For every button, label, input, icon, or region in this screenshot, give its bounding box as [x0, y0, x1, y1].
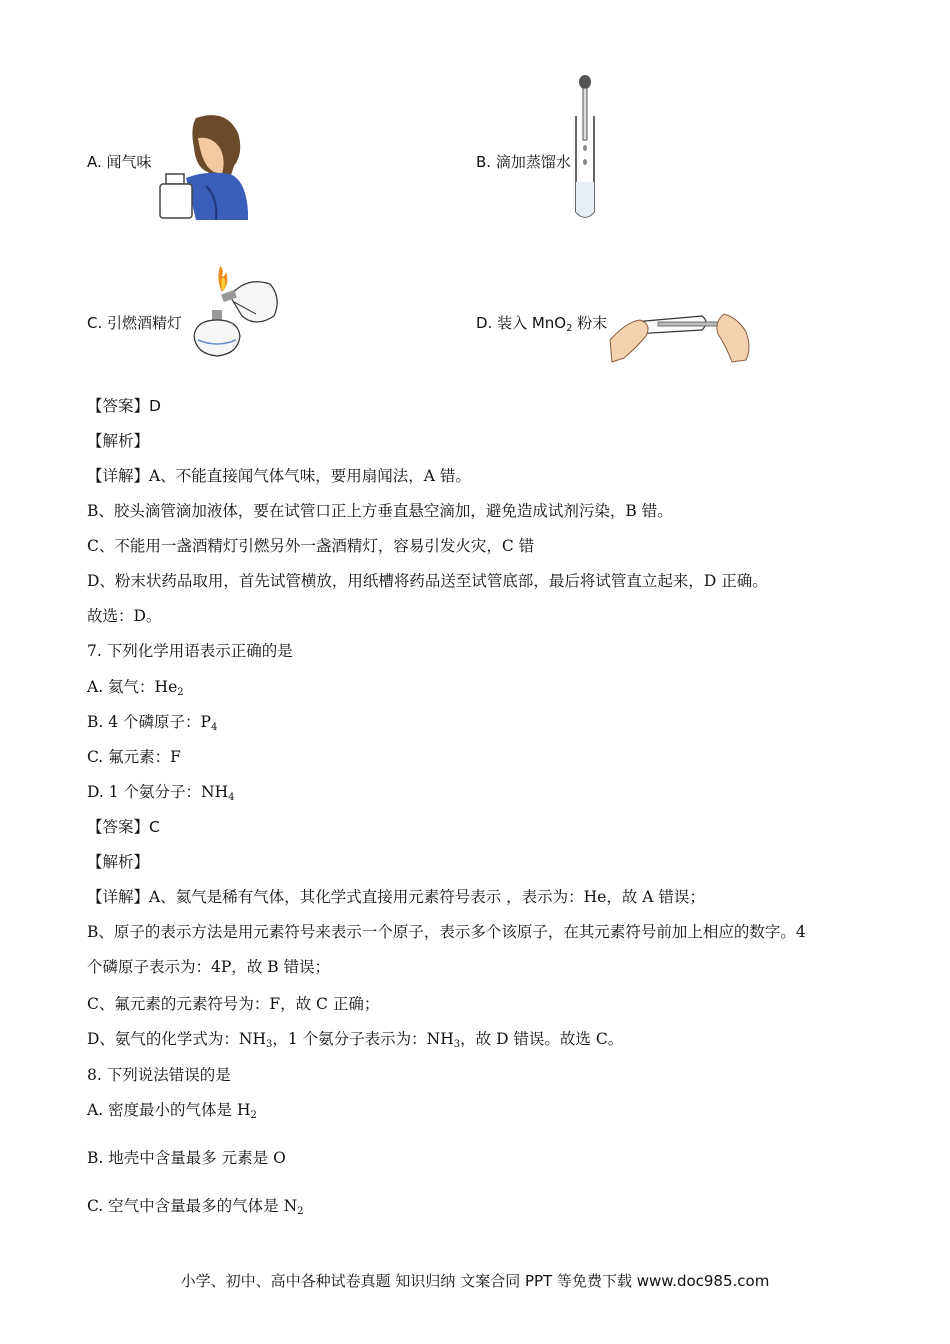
lamp-ignite-illustration	[186, 258, 282, 362]
page-footer: 小学、初中、高中各种试卷真题 知识归纳 文案合同 PPT 等免费下载 www.doc985.com	[180, 1272, 770, 1290]
q6-detail-a: 【详解】A、不能直接闻气体气味，要用扇闻法，A 错。	[87, 467, 471, 485]
q8-question: 8. 下列说法错误的是	[87, 1066, 231, 1084]
option-a-label: A. 闻气味	[87, 153, 152, 171]
q6-detail-d: D、粉末状药品取用，首先试管横放，用纸槽将药品送至试管底部，最后将试管直立起来，D 正确。	[87, 572, 768, 590]
q7-option-b: B. 4 个磷原子：$P_4$	[87, 713, 218, 733]
powder-loading-illustration	[606, 292, 756, 364]
q7-detail-b2: 个磷原子表示为：4P，故 B 错误；	[87, 958, 331, 976]
q8-option-b: B. 地壳中含量最多 元素是 O	[87, 1149, 286, 1167]
option-c-label: C. 引燃酒精灯	[87, 314, 183, 332]
q7-analysis-heading: 【解析】	[87, 853, 150, 871]
q7-option-a: A. 氦气：$He_2$	[87, 678, 184, 698]
dropper-test-tube-illustration	[570, 74, 600, 222]
q7-question: 7. 下列化学用语表示正确的是	[87, 642, 293, 660]
option-b-label: B. 滴加蒸馏水	[476, 153, 571, 171]
q7-detail-a: 【详解】A、氦气是稀有气体，其化学式直接用元素符号表示 ，表示为：He，故 A 错误；	[87, 888, 705, 906]
q8-option-c: C. 空气中含量最多的气体是 $N_2$	[87, 1197, 304, 1217]
q7-detail-b1: B、原子的表示方法是用元素符号来表示一个原子，表示多个该原子，在其元素符号前加上相应的数字。4	[87, 923, 806, 941]
q6-choice: 故选：D。	[87, 607, 162, 625]
q6-detail-c: C、不能用一盏酒精灯引燃另外一盏酒精灯，容易引发火灾，C 错	[87, 537, 535, 555]
q7-detail-c: C、氟元素的元素符号为：F，故 C 正确；	[87, 995, 380, 1013]
q8-option-a: A. 密度最小的气体是 $H_2$	[87, 1101, 257, 1121]
q7-answer: 【答案】C	[87, 818, 160, 836]
q6-answer: 【答案】D	[87, 397, 161, 415]
q6-analysis-heading: 【解析】	[87, 432, 150, 450]
smell-gas-illustration	[156, 108, 248, 220]
q7-detail-d: D、氨气的化学式为：$NH_3$，1 个氨分子表示为：$NH_3$，故 D 错误。故选 C。	[87, 1030, 624, 1050]
option-d-label: D. 装入 MnO$_2$ 粉末	[476, 314, 608, 334]
q6-detail-b: B、胶头滴管滴加液体，要在试管口正上方垂直悬空滴加，避免造成试剂污染，B 错。	[87, 502, 673, 520]
q7-option-c: C. 氟元素：F	[87, 748, 181, 766]
q7-option-d: D. 1 个氨分子：$NH_4$	[87, 783, 235, 803]
